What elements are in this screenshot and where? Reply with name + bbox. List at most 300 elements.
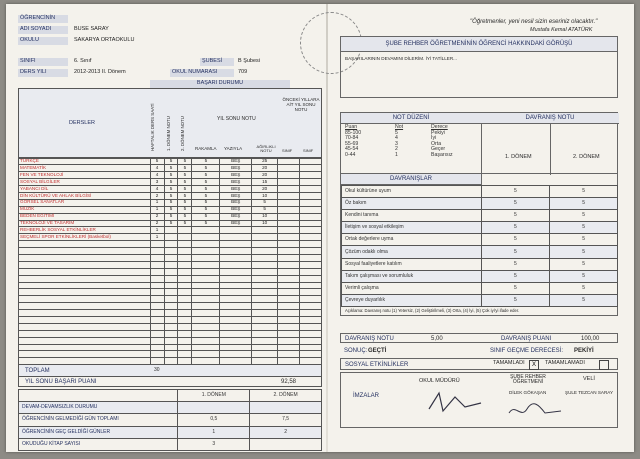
empty-cell [164,358,178,365]
quote-author: Mustafa Kemal ATATÜRK [530,27,593,33]
term2-grade: 5 [178,158,192,165]
grade-key-cell: 2 [395,146,398,153]
empty-cell [150,358,164,365]
grade-key-cell: Pekiyi [431,129,445,136]
empty-cell [252,303,278,310]
behaviors-title: DAVRANIŞLAR [341,174,482,185]
empty-row [19,296,322,303]
empty-cell [178,268,192,275]
term2-grade: 5 [178,172,192,179]
opinion-title: ŞUBE REHBER ÖĞRETMENİNİN ÖĞRENCİ HAKKINDAKİ GÖRÜŞÜ [341,37,617,52]
empty-cell [278,323,300,330]
empty-cell [252,282,278,289]
empty-cell [220,268,252,275]
yearend-written: BEŞ [220,199,252,206]
yearend-written [220,227,252,234]
attendance-term2 [250,438,322,450]
empty-cell [178,330,192,337]
empty-cell [19,351,151,358]
table-row [342,294,618,306]
term1-grade: 5 [164,165,178,172]
behavior-label: İletişim ve sosyal etkileşim [342,222,482,234]
empty-cell [252,296,278,303]
empty-cell [278,337,300,344]
empty-cell [150,330,164,337]
completed-checkbox[interactable]: X [529,360,539,370]
empty-cell [300,337,322,344]
empty-cell [164,344,178,351]
behavior-term2: 5 [550,282,618,294]
term2-grade [178,234,192,241]
table-row [342,246,618,258]
empty-cell [19,282,151,289]
course-name: YABANCI DİL [19,186,151,193]
empty-cell [164,296,178,303]
opinion-box [340,36,618,98]
table-row [342,210,618,222]
table-row [342,198,618,210]
prev-class-grade [300,234,322,241]
grade-key-cell: İyi [431,135,437,142]
empty-cell [178,351,192,358]
weekly-hours: 4 [150,186,164,193]
empty-cell [192,268,220,275]
empty-cell [19,275,151,282]
yearend-numeric: 5 [192,172,220,179]
course-name: FEN VE TEKNOLOJİ [19,172,151,179]
behavior-term1: 5 [481,186,550,198]
empty-cell [178,241,192,248]
empty-cell [252,316,278,323]
attendance-header [19,390,322,402]
behavior-points-value: 100,00 [581,336,600,342]
behavior-term1: 5 [481,246,550,258]
empty-cell [252,275,278,282]
prev-class-grade [300,220,322,227]
yearend-written: BEŞ [220,179,252,186]
grades-title: BAŞARI DURUMU [150,80,290,88]
empty-row [19,261,322,268]
behavior-term2: 5 [550,186,618,198]
empty-cell [19,358,151,365]
empty-cell [220,282,252,289]
empty-cell [220,261,252,268]
attendance-term1 [178,402,250,414]
grade-key-cell: Puan [345,124,358,130]
principal-signature [425,387,485,417]
signatures-label: İMZALAR [353,393,380,399]
branch-label: ŞUBESİ [200,58,234,66]
empty-cell [150,303,164,310]
empty-cell [252,261,278,268]
social-row [340,358,618,370]
weighted-grade: 20 [252,172,278,179]
empty-cell [252,344,278,351]
term1-grade: 5 [164,213,178,220]
prev-class-grade [278,192,300,199]
yearend-numeric: 5 [192,186,220,193]
completed-label: TAMAMLADI [493,360,525,366]
weekly-hours: 2 [150,192,164,199]
empty-cell [278,303,300,310]
attendance-term2 [250,402,322,414]
behavior-term1: 5 [481,258,550,270]
table-row [19,234,322,241]
hours-header: HAFTALIK DERS SAATİ [150,102,155,151]
empty-cell [192,296,220,303]
prev-class-grade [300,158,322,165]
empty-cell [19,261,151,268]
empty-cell [164,254,178,261]
empty-cell [220,241,252,248]
empty-cell [300,344,322,351]
yearend-numeric: 5 [192,206,220,213]
weighted-grade: 5 [252,206,278,213]
grade-key-cell: Derece [431,124,448,130]
grade-key-cell: Geçer [431,146,446,153]
empty-row [19,303,322,310]
empty-cell [252,310,278,317]
weekly-hours: 1 [150,199,164,206]
empty-row [19,330,322,337]
term1-grade: 5 [164,186,178,193]
empty-cell [164,303,178,310]
attendance-term2-header: 2. DÖNEM [250,390,322,402]
class-col-header: SINIF [282,147,293,153]
empty-cell [178,358,192,365]
empty-cell [220,358,252,365]
empty-cell [178,316,192,323]
empty-cell [19,310,151,317]
name-label: ADI SOYADI [18,26,68,34]
behaviors-box [340,174,618,316]
empty-cell [300,330,322,337]
grade-key-list [345,125,475,159]
term2-header: 2. DÖNEM NOTU [180,115,185,151]
year-label: DERS YILI [18,69,68,77]
empty-cell [278,289,300,296]
empty-cell [220,289,252,296]
table-row [342,282,618,294]
empty-cell [252,254,278,261]
empty-cell [278,310,300,317]
class-value: 6. Sınıf [74,58,92,64]
empty-cell [192,254,220,261]
not-completed-label: TAMAMLAMADI [545,360,585,366]
empty-cell [164,323,178,330]
behavior-label: Takım çalışması ve sorumluluk [342,270,482,282]
weighted-grade: 5 [252,199,278,206]
grade-key-title: NOT DÜZENİ [341,113,482,124]
empty-cell [278,351,300,358]
behavior-label: Çözüm odaklı olma [342,246,482,258]
table-row [19,213,322,220]
numeric-header: RAKAMLA [195,145,217,151]
behavior-label: Kendini tanıma [342,210,482,222]
empty-cell [192,323,220,330]
table-row [19,158,322,165]
course-name: DİN KÜLTÜRÜ VE AHLAK BİLGİSİ [19,192,151,199]
empty-cell [192,303,220,310]
prev-class-grade [300,199,322,206]
empty-cell [192,337,220,344]
empty-cell [220,323,252,330]
term2-grade: 5 [178,165,192,172]
attendance-term2: 2 [250,426,322,438]
behavior-term2-header: 2. DÖNEM [573,154,600,160]
yearend-numeric [192,227,220,234]
weekly-hours: 4 [150,172,164,179]
empty-cell [300,316,322,323]
empty-cell [278,358,300,365]
table-row [342,222,618,234]
empty-cell [150,323,164,330]
attendance-term2: 7,5 [250,414,322,426]
course-name: GÖRSEL SANATLAR [19,199,151,206]
term1-grade: 5 [164,220,178,227]
behavior-term2: 5 [550,246,618,258]
empty-cell [164,316,178,323]
empty-cell [178,254,192,261]
empty-cell [252,248,278,255]
empty-cell [150,268,164,275]
prev-class-grade [278,172,300,179]
result-label: SONUÇ: [344,348,368,354]
empty-cell [19,296,151,303]
term1-header: 1. DÖNEM NOTU [166,115,171,151]
table-row [342,186,618,198]
school-name: SAKARYA ORTAOKULU [74,37,135,43]
behavior-label: Verimli çalışma [342,282,482,294]
empty-cell [278,261,300,268]
table-row [19,206,322,213]
yearend-numeric: 5 [192,220,220,227]
empty-cell [192,316,220,323]
empty-cell [278,316,300,323]
empty-cell [220,344,252,351]
total-row [18,365,322,377]
prev-class-grade [278,158,300,165]
behavior-label: Sosyal faaliyetlere katılım [342,258,482,270]
prev-class-grade [278,213,300,220]
empty-cell [300,296,322,303]
empty-cell [220,351,252,358]
term2-grade: 5 [178,199,192,206]
behavior-score-label: DAVRANIŞ NOTU [345,336,394,342]
signatures-box [340,372,618,428]
degree-value: PEKİYİ [574,348,594,354]
yearend-numeric: 5 [192,158,220,165]
empty-cell [192,351,220,358]
empty-cell [150,351,164,358]
empty-row [19,323,322,330]
courses-header: DERSLER [69,119,95,126]
empty-cell [150,241,164,248]
yearend-written [220,234,252,241]
empty-cell [178,310,192,317]
yearend-numeric: 5 [192,213,220,220]
behavior-term2: 5 [550,294,618,306]
empty-cell [178,289,192,296]
empty-cell [164,275,178,282]
empty-cell [278,268,300,275]
weighted-grade: 25 [252,158,278,165]
term1-grade [164,234,178,241]
number-label: OKUL NUMARASI [170,69,234,77]
yearend-header: YIL SONU NOTU [217,115,256,122]
empty-row [19,275,322,282]
divider [550,123,551,175]
prev-class-grade [278,165,300,172]
teacher-title: ŞUBE REHBER ÖĞRETMENİ [510,374,546,385]
weekly-hours: 5 [150,158,164,165]
empty-cell [164,337,178,344]
grade-key-cell: 70-84 [345,135,359,142]
weighted-grade: 15 [252,179,278,186]
yearend-written: BEŞ [220,192,252,199]
course-name: MÜZİK [19,206,151,213]
attendance-term1-header: 1. DÖNEM [178,390,250,402]
behavior-label: Ortak değerlere uyma [342,234,482,246]
grade-key-row [345,153,475,159]
prev-class-grade [278,179,300,186]
empty-cell [150,337,164,344]
empty-cell [252,323,278,330]
behavior-term1: 5 [481,282,550,294]
yearend-written: BEŞ [220,172,252,179]
not-completed-checkbox[interactable] [599,360,609,370]
yearend-written: BEŞ [220,158,252,165]
behaviors-table [341,185,618,307]
behavior-term1: 5 [481,210,550,222]
empty-cell [19,323,151,330]
empty-row [19,351,322,358]
behavior-term2: 5 [550,258,618,270]
empty-cell [252,289,278,296]
term1-grade: 5 [164,158,178,165]
empty-cell [19,241,151,248]
written-header: YAZIYLA [224,145,243,151]
behavior-grade-title: DAVRANIŞ NOTU [481,113,619,124]
course-name: TÜRKÇE [19,158,151,165]
behavior-term2: 5 [550,234,618,246]
table-row [342,258,618,270]
prev-class-grade [300,206,322,213]
empty-cell [164,241,178,248]
empty-cell [164,248,178,255]
empty-cell [178,282,192,289]
empty-cell [192,344,220,351]
prev-class-grade [278,220,300,227]
previous-header: ÖNCEKİ YILLARA AİT YIL SONU NOTU [282,96,320,113]
empty-cell [192,248,220,255]
empty-cell [220,296,252,303]
grade-key-cell: Not [395,124,404,130]
term2-grade: 5 [178,220,192,227]
weighted-grade [252,227,278,234]
yearend-numeric: 5 [192,192,220,199]
table-row [342,270,618,282]
teacher-name: DİLEK GÖKAŞAN [509,390,547,395]
empty-cell [220,316,252,323]
course-name: SOSYAL BİLGİLER [19,179,151,186]
yearend-written: BEŞ [220,186,252,193]
teacher-signature [505,399,565,423]
behavior-term1: 5 [481,270,550,282]
grade-key-cell: 5 [395,129,398,136]
attendance-label: ÖĞRENCİNİN GEÇ GELDİĞİ GÜNLER [19,426,178,438]
empty-cell [278,248,300,255]
yearend-numeric: 5 [192,179,220,186]
weighted-grade: 10 [252,192,278,199]
social-label: SOSYAL ETKİNLİKLER [345,362,409,368]
behavior-term1: 5 [481,222,550,234]
empty-cell [300,261,322,268]
empty-cell [300,254,322,261]
yearend-numeric [192,234,220,241]
ataturk-quote: "Öğretmenler, yeni nesil sizin eseriniz olacaktır." [470,19,598,25]
empty-row [19,282,322,289]
empty-cell [300,351,322,358]
empty-cell [252,268,278,275]
school-label: OKULU [18,37,68,45]
weighted-grade: 20 [252,186,278,193]
empty-row [19,344,322,351]
score-label: YIL SONU BAŞARI PUANI [25,379,97,386]
prev-class-grade [300,165,322,172]
grade-key-cell: 3 [395,140,398,147]
weighted-grade: 20 [252,165,278,172]
behavior-score-value: 5,00 [431,336,443,342]
weighted-grade: 10 [252,220,278,227]
empty-cell [278,241,300,248]
behavior-term2: 5 [550,270,618,282]
empty-cell [192,275,220,282]
empty-row [19,358,322,365]
table-row [19,220,322,227]
empty-cell [192,330,220,337]
empty-cell [192,282,220,289]
empty-cell [192,289,220,296]
attendance-term1: 0,5 [178,414,250,426]
weekly-hours: 1 [150,234,164,241]
empty-cell [19,330,151,337]
yearend-numeric: 5 [192,165,220,172]
grade-key-cell: 1 [395,151,398,158]
grade-key-cell: Başarısız [431,151,453,158]
empty-cell [150,316,164,323]
empty-row [19,268,322,275]
yearend-written: BEŞ [220,213,252,220]
student-section-title: ÖĞRENCİNİN [18,15,68,23]
result-row [340,345,618,357]
term2-grade: 5 [178,179,192,186]
attendance-table [18,389,322,450]
term1-grade: 5 [164,206,178,213]
behavior-label: Öz bakım [342,198,482,210]
empty-cell [178,261,192,268]
empty-cell [278,282,300,289]
empty-cell [164,268,178,275]
term2-grade: 5 [178,186,192,193]
course-name: REHBERLİK SOSYAL ETKİNLİKLER [19,227,151,234]
empty-cell [164,330,178,337]
empty-cell [164,351,178,358]
class-col-header-2: SINIF [303,147,314,153]
table-row [19,179,322,186]
prev-class-grade [300,213,322,220]
branch-value: B Şubesi [238,58,261,64]
